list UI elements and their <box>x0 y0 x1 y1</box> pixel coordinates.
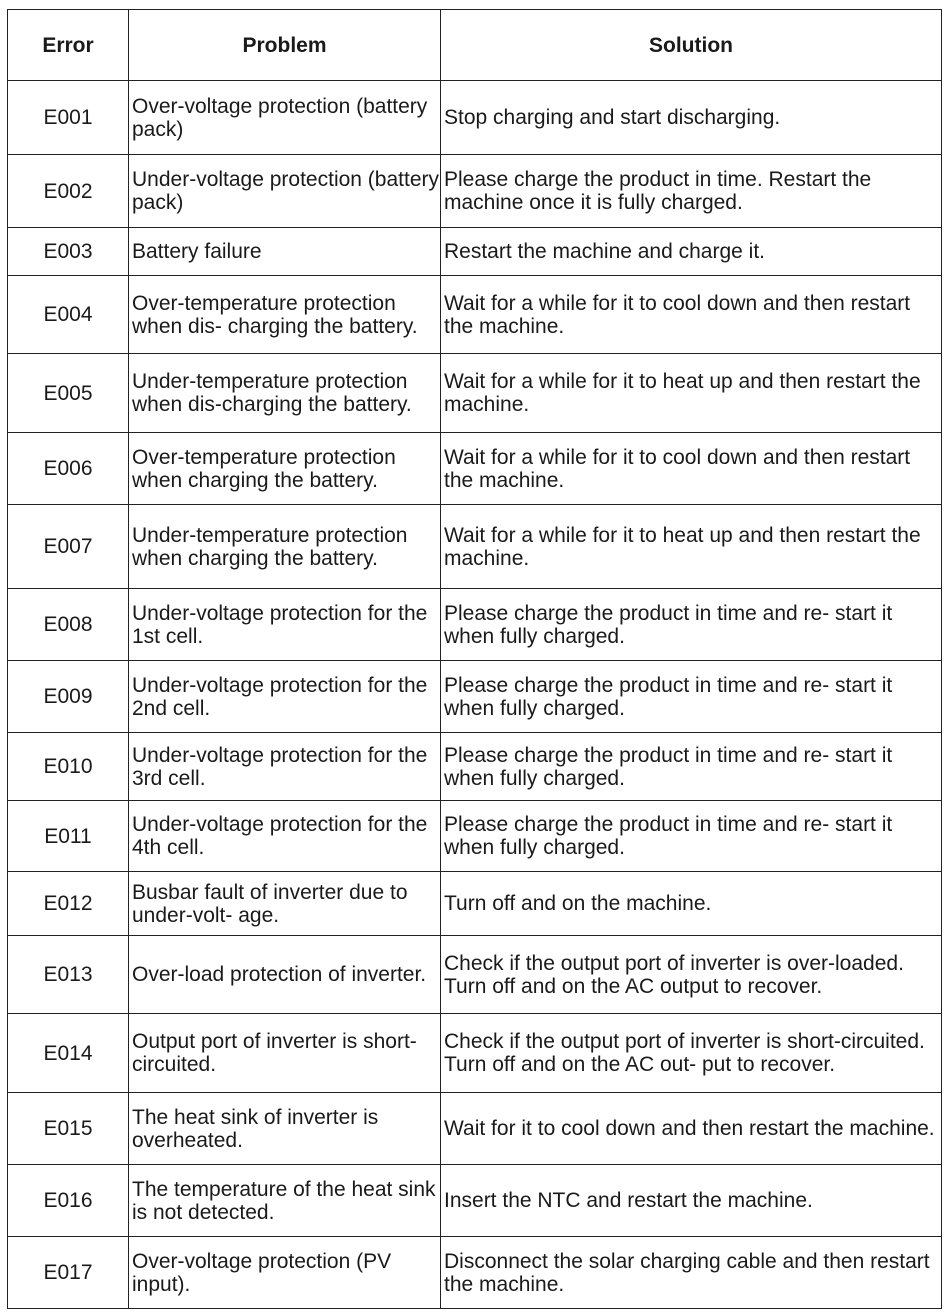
error-code-cell: E016 <box>8 1165 129 1237</box>
problem-cell: Over-temperature protection when charging the battery. <box>129 433 441 505</box>
column-header-error: Error <box>8 10 129 81</box>
error-code-cell: E004 <box>8 276 129 354</box>
table-row <box>8 228 942 276</box>
problem-cell: Over-voltage protection (PV input). <box>129 1237 441 1309</box>
error-code-cell: E002 <box>8 155 129 228</box>
solution-cell: Please charge the product in time and re- start it when fully charged. <box>441 589 942 661</box>
solution-cell: Check if the output port of inverter is over-loaded. Turn off and on the AC output to recover. <box>441 936 942 1014</box>
table-row <box>8 354 942 433</box>
table-row <box>8 1165 942 1237</box>
problem-cell: Over-temperature protection when dis- charging the battery. <box>129 276 441 354</box>
problem-cell: Under-voltage protection for the 1st cell. <box>129 589 441 661</box>
problem-cell: Under-voltage protection for the 3rd cell. <box>129 733 441 801</box>
error-code-cell: E014 <box>8 1014 129 1093</box>
solution-cell: Restart the machine and charge it. <box>441 228 942 276</box>
error-code-cell: E013 <box>8 936 129 1014</box>
solution-cell: Insert the NTC and restart the machine. <box>441 1165 942 1237</box>
solution-cell: Please charge the product in time. Restart the machine once it is fully charged. <box>441 155 942 228</box>
error-code-cell: E007 <box>8 505 129 589</box>
solution-cell: Please charge the product in time and re- start it when fully charged. <box>441 801 942 872</box>
table-row <box>8 801 942 872</box>
column-header-problem: Problem <box>129 10 441 81</box>
solution-cell: Wait for it to cool down and then restart the machine. <box>441 1093 942 1165</box>
problem-cell: Battery failure <box>129 228 441 276</box>
error-code-cell: E009 <box>8 661 129 733</box>
error-code-cell: E015 <box>8 1093 129 1165</box>
error-code-cell: E011 <box>8 801 129 872</box>
error-code-cell: E006 <box>8 433 129 505</box>
solution-cell: Check if the output port of inverter is short-circuited. Turn off and on the AC out- put to recover. <box>441 1014 942 1093</box>
problem-cell: The heat sink of inverter is overheated. <box>129 1093 441 1165</box>
table-row <box>8 433 942 505</box>
error-code-cell: E005 <box>8 354 129 433</box>
solution-cell: Turn off and on the machine. <box>441 872 942 936</box>
solution-cell: Wait for a while for it to heat up and then restart the machine. <box>441 505 942 589</box>
problem-cell: Output port of inverter is short-circuited. <box>129 1014 441 1093</box>
problem-cell: Under-voltage protection (battery pack) <box>129 155 441 228</box>
problem-cell: The temperature of the heat sink is not detected. <box>129 1165 441 1237</box>
table-row <box>8 872 942 936</box>
error-code-cell: E010 <box>8 733 129 801</box>
error-code-table <box>7 9 942 1309</box>
problem-cell: Busbar fault of inverter due to under-volt- age. <box>129 872 441 936</box>
table-row <box>8 155 942 228</box>
problem-cell: Under-temperature protection when dis-charging the battery. <box>129 354 441 433</box>
solution-cell: Wait for a while for it to cool down and then restart the machine. <box>441 276 942 354</box>
table-row <box>8 661 942 733</box>
solution-cell: Stop charging and start discharging. <box>441 81 942 155</box>
solution-cell: Wait for a while for it to cool down and then restart the machine. <box>441 433 942 505</box>
table-row <box>8 589 942 661</box>
error-code-cell: E001 <box>8 81 129 155</box>
error-code-cell: E003 <box>8 228 129 276</box>
problem-cell: Over-load protection of inverter. <box>129 936 441 1014</box>
table-row <box>8 733 942 801</box>
table-header-row <box>8 10 942 81</box>
solution-cell: Disconnect the solar charging cable and then restart the machine. <box>441 1237 942 1309</box>
table-row <box>8 505 942 589</box>
column-header-solution: Solution <box>441 10 942 81</box>
problem-cell: Under-voltage protection for the 2nd cell. <box>129 661 441 733</box>
problem-cell: Under-voltage protection for the 4th cell. <box>129 801 441 872</box>
table-row <box>8 81 942 155</box>
table-row <box>8 1093 942 1165</box>
solution-cell: Wait for a while for it to heat up and then restart the machine. <box>441 354 942 433</box>
error-code-cell: E008 <box>8 589 129 661</box>
solution-cell: Please charge the product in time and re- start it when fully charged. <box>441 661 942 733</box>
table-row <box>8 276 942 354</box>
problem-cell: Under-temperature protection when charging the battery. <box>129 505 441 589</box>
error-code-cell: E012 <box>8 872 129 936</box>
solution-cell: Please charge the product in time and re- start it when fully charged. <box>441 733 942 801</box>
error-code-cell: E017 <box>8 1237 129 1309</box>
table-row <box>8 936 942 1014</box>
table-row <box>8 1237 942 1309</box>
problem-cell: Over-voltage protection (battery pack) <box>129 81 441 155</box>
table-row <box>8 1014 942 1093</box>
